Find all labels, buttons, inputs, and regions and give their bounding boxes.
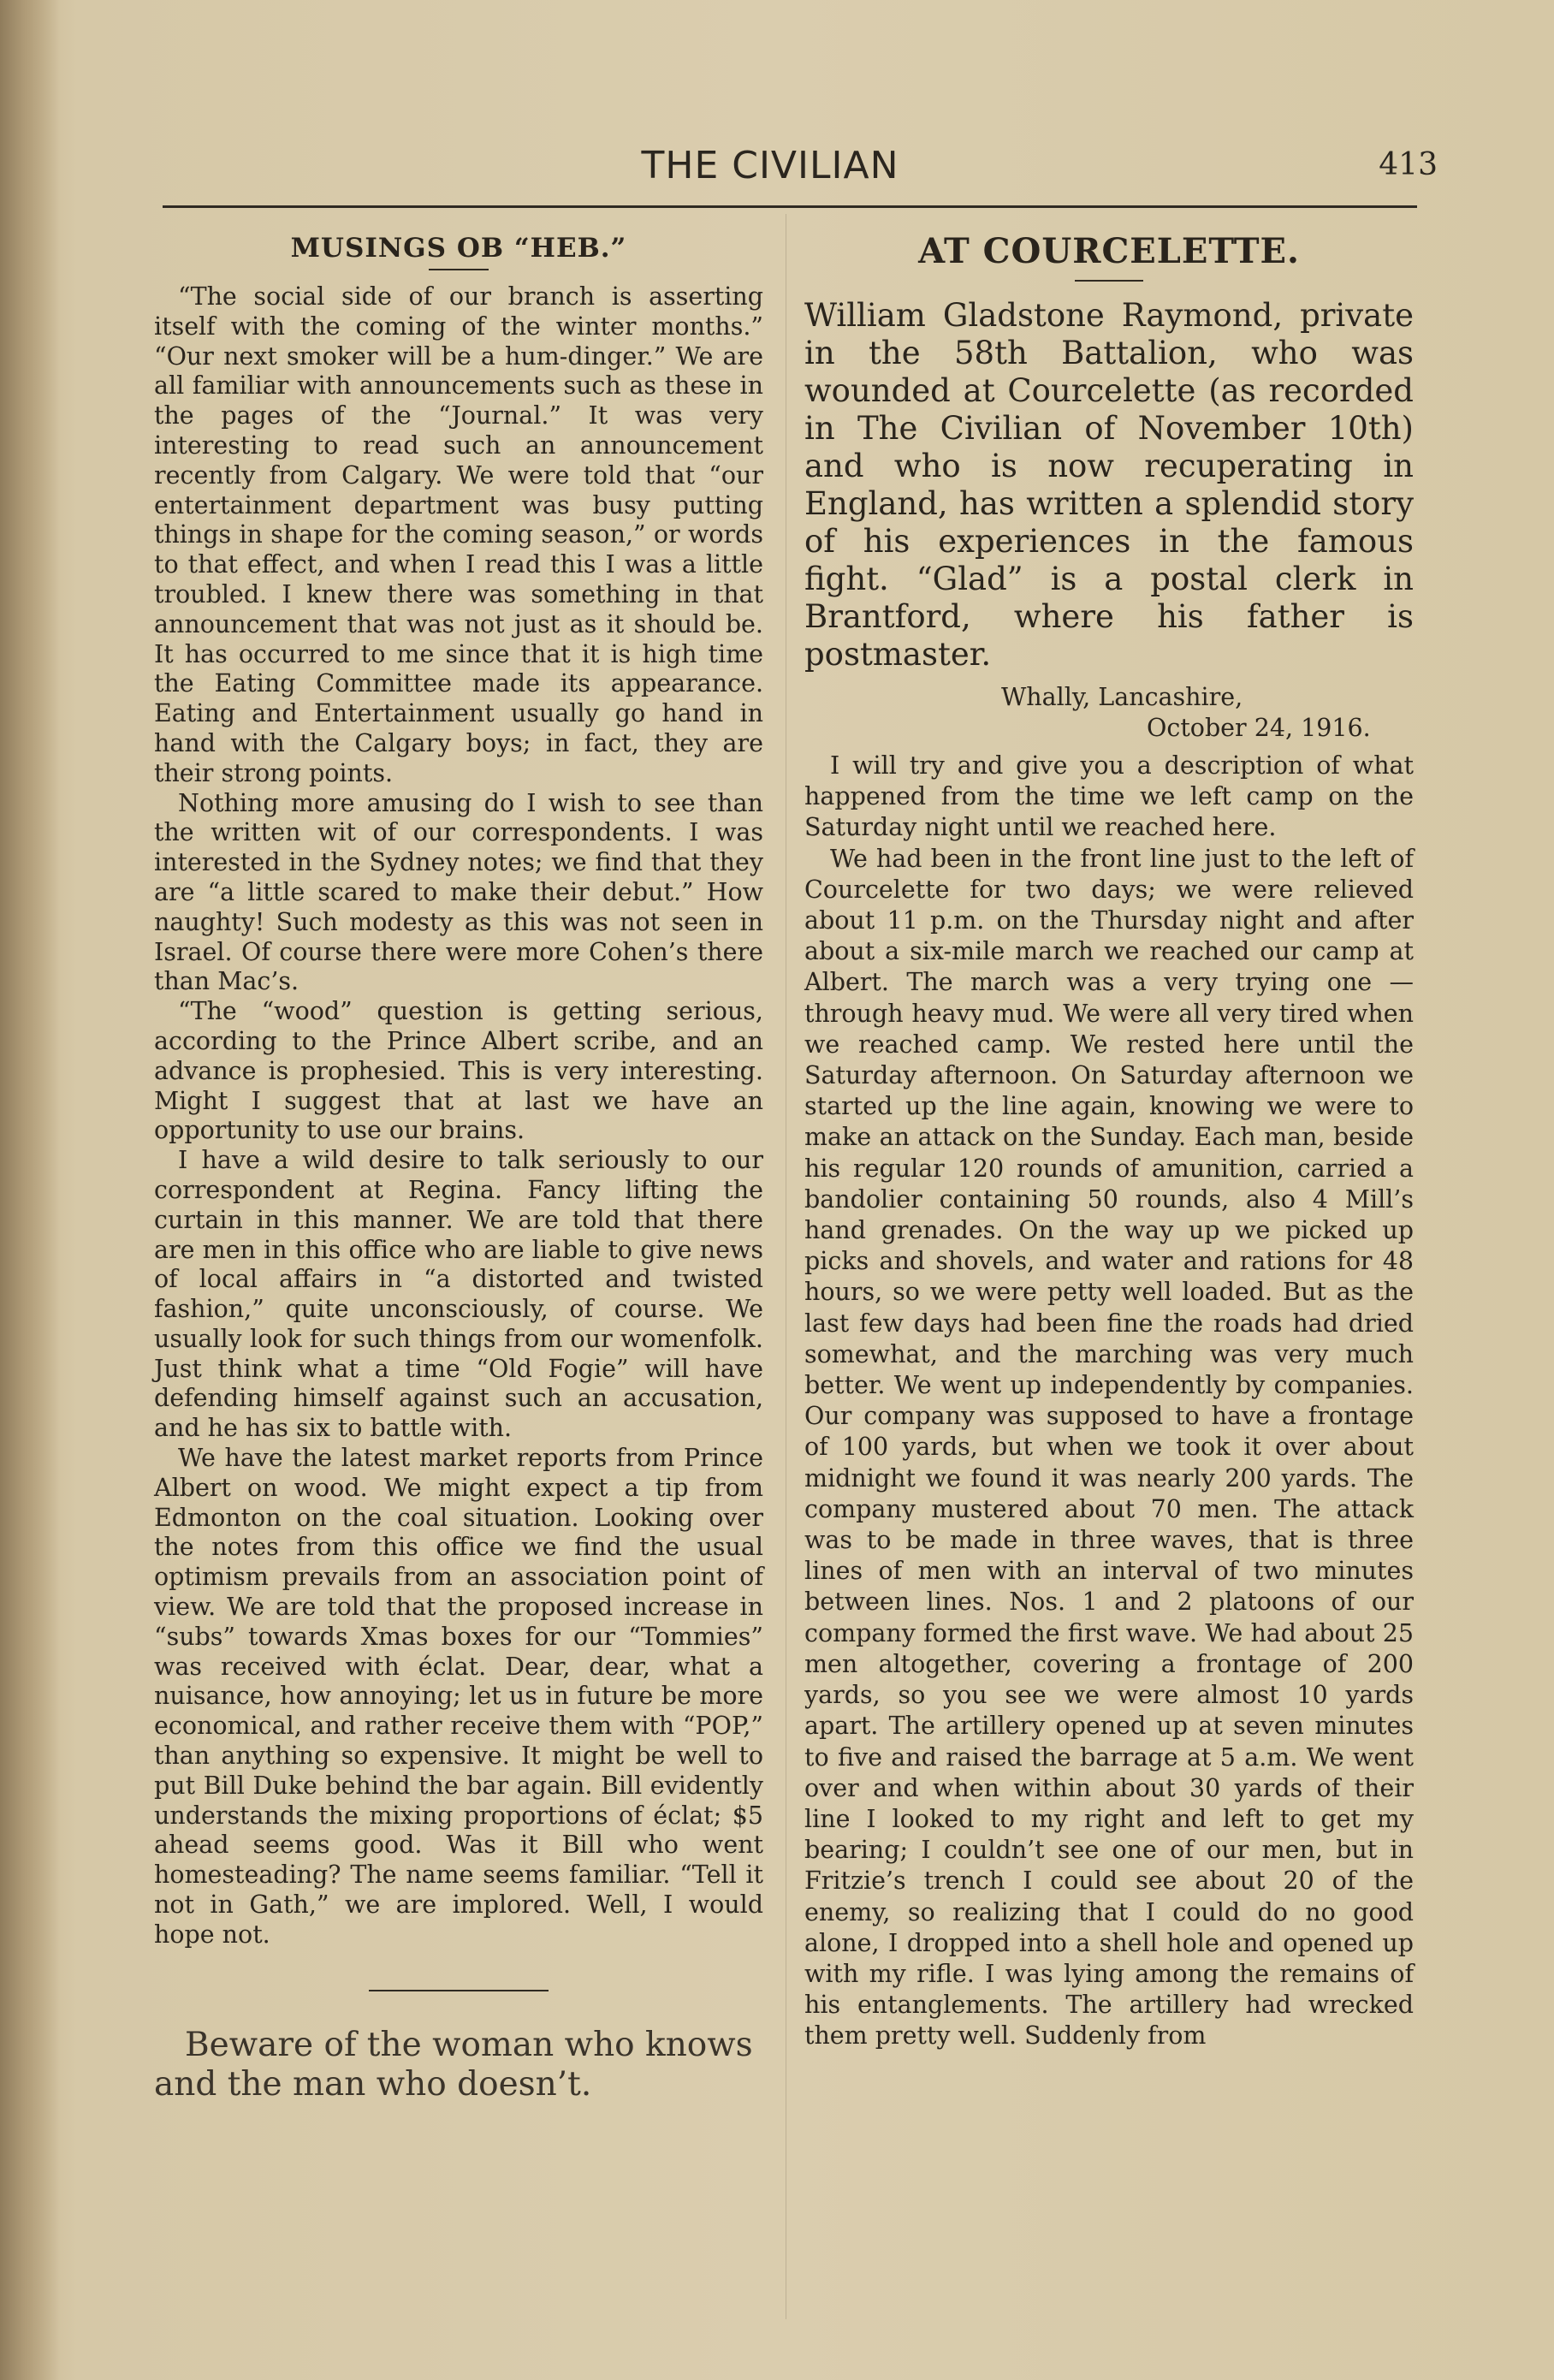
page-header-title: THE CIVILIAN bbox=[641, 144, 899, 187]
article-paragraph: “The social side of our branch is asserting itself with the coming of the winter months.” “Our next smoker will be a hum-dinger.” We are all familiar with announcements such as these in the pages of the “Journal.” It was very interesting to read such an announcement recently from Calgary. We were told that “our entertainment department was busy putting things in shape for the coming season,” or words to that effect, and when I read this I was a little troubled. I knew there was something in that announcement that was not just as it should be. It has occurred to me since that it is high time the Eating Committee made its appearance. Eating and Entertainment usually go hand in hand with the Calgary boys; in fact, they are their strong points. bbox=[154, 282, 763, 787]
article-paragraph: Nothing more amusing do I wish to see than the written wit of our correspondents. I was interested in the Sydney notes; we find that they are “a little scared to make their debut.” How naughty! Such modesty as this was not seen in Israel. Of course there were more Cohen’s there than Mac’s. bbox=[154, 788, 763, 996]
section-rule bbox=[369, 1990, 549, 1991]
title-rule bbox=[1075, 280, 1143, 282]
letter-paragraph: We had been in the front line just to the left of Courcelette for two days; we were relieved about 11 p.m. on the Thursday night and after about a six-mile march we reached our camp at Albert. The march was a very trying one — through heavy mud. We were all very tired when we reached camp. We rested here until the Saturday afternoon. On Saturday afternoon we started up the line again, knowing we were to make an attack on the Sunday. Each man, beside his regular 120 rounds of amunition, carried a bandolier containing 50 rounds, also 4 Mill’s hand grenades. On the way up we picked up picks and shovels, and water and rations for 48 hours, so we were petty well loaded. But as the last few days had been fine the roads had dried somewhat, and the marching was very much better. We went up independently by companies. Our company was supposed to have a frontage of 100 yards, but when we took it over about midnight we found it was nearly 200 yards. The company mustered about 70 men. The attack was to be made in three waves, that is three lines of men with an interval of two minutes between lines. Nos. 1 and 2 platoons of our company formed the first wave. We had about 25 men altogether, covering a frontage of 200 yards, so you see we were almost 10 yards apart. The artillery opened up at seven minutes to five and raised the barrage at 5 a.m. We went over and when within about 30 yards of their line I looked to my right and left to get my bearing; I couldn’t see one of our men, but in Fritzie’s trench I could see about 20 of the enemy, so realizing that I could do no good alone, I dropped into a shell hole and opened up with my rifle. I was lying among the remains of his entanglements. The artillery had wrecked them pretty well. Suddenly from bbox=[804, 844, 1414, 2051]
binding-gutter bbox=[0, 0, 60, 2380]
letter-dateline bbox=[804, 682, 1414, 744]
page-number: 413 bbox=[1379, 147, 1438, 182]
article-paragraph: “The “wood” question is getting serious, according to the Prince Albert scribe, and an advance is prophesied. This is very interesting. Might I suggest that at last we have an opportunity to use our brains. bbox=[154, 997, 763, 1145]
article-paragraph: I have a wild desire to talk seriously to our correspondent at Regina. Fancy lifting the curtain in this manner. We are told that there are men in this office who are liable to give news of local affairs in “a distorted and twisted fashion,” quite unconsciously, of course. We usually look for such things from our womenfolk. Just think what a time “Old Fogie” will have defending himself against such an accusation, and he has six to battle with. bbox=[154, 1146, 763, 1443]
left-column bbox=[154, 224, 763, 2104]
right-column bbox=[804, 224, 1414, 2052]
dateline-place: Whally, Lancashire, bbox=[1001, 683, 1243, 711]
article-title-musings: MUSINGS OB “HEB.” bbox=[290, 233, 627, 264]
letter-paragraph: I will try and give you a description of what happened from the time we left camp on the Saturday night until we reached here. bbox=[804, 751, 1414, 842]
dateline-date: October 24, 1916. bbox=[1147, 714, 1371, 742]
article-intro: William Gladstone Raymond, private in the 58th Battalion, who was wounded at Courcelette (as recorded in The Civilian of November 10th) and who is now recuperating in England, has written a splendid story of his experiences in the famous fight. “Glad” is a postal clerk in Brantford, where his father is postmaster. bbox=[804, 297, 1414, 673]
article-paragraph: We have the latest market reports from Prince Albert on wood. We might expect a tip from Edmonton on the coal situation. Looking over the notes from this office we find the usual optimism prevails from an association point of view. We are told that the proposed increase in “subs” towards Xmas boxes for our “Tommies” was received with éclat. Dear, dear, what a nuisance, how annoying; let us in future be more economical, and rather receive them with “POP,” than anything so expensive. It might be well to put Bill Duke behind the bar again. Bill evidently understands the mixing proportions of éclat; $5 ahead seems good. Was it Bill who went homesteading? The name seems familiar. “Tell it not in Gath,” we are implored. Well, I would hope not. bbox=[154, 1444, 763, 1949]
article-title-courcelette: AT COURCELETTE. bbox=[918, 231, 1300, 271]
filler-quote: Beware of the woman who knows and the man who doesn’t. bbox=[154, 2025, 753, 2104]
header-rule bbox=[163, 205, 1417, 208]
title-rule bbox=[429, 269, 489, 270]
